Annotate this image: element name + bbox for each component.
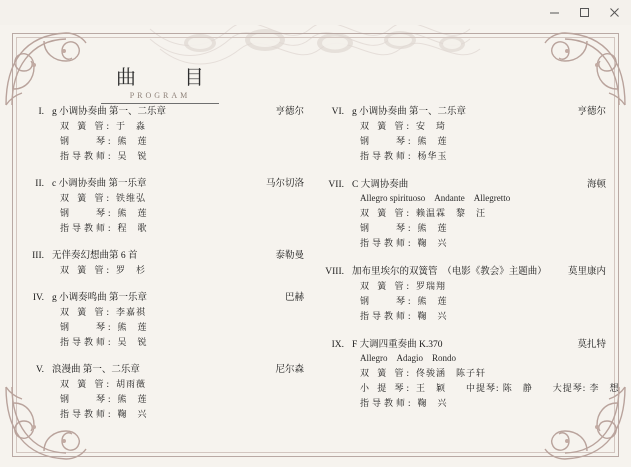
performer-row	[60, 221, 308, 236]
performer-names: 程 歌	[117, 223, 148, 233]
performer-names: 熊 莲	[117, 136, 148, 146]
performer-names: 熊 莲	[117, 208, 148, 218]
entry-number: I.	[38, 107, 44, 117]
entry-title: 浪漫曲 第一、二乐章	[52, 365, 140, 375]
performer-role: 指导教师:	[60, 151, 114, 161]
performer-role: 双 簧 管:	[60, 265, 113, 275]
entry-performers	[60, 305, 308, 350]
performer-row	[360, 134, 610, 149]
performer-row	[60, 134, 308, 149]
entry-number: IV.	[32, 293, 44, 303]
performer-names: 熊 莲	[417, 223, 448, 233]
performer-row	[360, 294, 610, 309]
entry-performers	[60, 377, 308, 422]
entry-composer: 莫扎特	[577, 340, 606, 350]
entry-composer: 亨德尔	[577, 107, 606, 117]
entry-title: g 小调协奏曲 第一、二乐章	[52, 107, 167, 117]
entry-number: IX.	[331, 340, 344, 350]
performer-names: 于 淼	[116, 121, 147, 131]
entry-title: F 大调四重奏曲 K.370	[352, 340, 443, 350]
entry-performers	[360, 206, 610, 251]
performer-row	[60, 320, 308, 335]
entry-movements: Allegro Adagio Rondo	[360, 353, 456, 363]
entry-composer: 莫里康内	[567, 267, 606, 277]
performer-row	[60, 149, 308, 164]
entry-composer: 马尔切洛	[265, 179, 304, 189]
entry-composer: 泰勒曼	[275, 251, 304, 261]
entry-title: g 小调奏鸣曲 第一乐章	[52, 293, 148, 303]
entry-number: V.	[35, 365, 44, 375]
page-title: 曲 目	[116, 65, 218, 89]
entry-performers	[360, 279, 610, 324]
performer-names: 安 琦	[416, 121, 447, 131]
performer-row	[360, 396, 610, 411]
performer-row	[60, 392, 308, 407]
entry-number: II.	[35, 179, 44, 189]
performer-row	[360, 149, 610, 164]
performer-row	[360, 381, 620, 396]
performer-role: 双 簧 管:	[360, 368, 413, 378]
performer-row	[60, 206, 308, 221]
performer-role: 小 提 琴:	[360, 383, 413, 393]
performer-role: 双 簧 管:	[360, 281, 413, 291]
performer-row	[360, 236, 610, 251]
performer-names: 熊 莲	[417, 296, 448, 306]
performer-names: 胡雨薇	[116, 379, 147, 389]
entry-composer: 亨德尔	[275, 107, 304, 117]
entry-movements: Allegro spirituoso Andante Allegretto	[360, 193, 511, 203]
program-entry	[322, 103, 610, 164]
program-entry	[322, 263, 610, 324]
performer-row	[360, 309, 610, 324]
entry-title: c 小调协奏曲 第一乐章	[52, 179, 147, 189]
entry-title: 无伴奏幻想曲第 6 首	[52, 251, 138, 261]
entry-number: VII.	[328, 180, 344, 190]
performer-role: 双 簧 管:	[60, 193, 113, 203]
performer-row	[60, 305, 308, 320]
performer-row	[360, 221, 610, 236]
performer-role: 钢 琴:	[60, 208, 114, 218]
program-entry	[22, 361, 308, 422]
entry-number: VIII.	[325, 267, 344, 277]
entry-number: VI.	[331, 107, 344, 117]
performer-row	[60, 119, 308, 134]
performer-names: 吴 锐	[117, 337, 148, 347]
performer-names: 鞠 兴	[417, 311, 448, 321]
entry-performers	[60, 191, 308, 236]
performer-role: 双 簧 管:	[60, 379, 113, 389]
entry-performers	[60, 263, 308, 278]
program-column-left	[22, 103, 316, 433]
performer-row	[60, 335, 308, 350]
performer-role: 指导教师:	[360, 311, 414, 321]
performer-role: 钢 琴:	[360, 223, 414, 233]
page-title-block	[0, 61, 320, 104]
performer-role: 钢 琴:	[360, 296, 414, 306]
performer-row	[360, 119, 610, 134]
performer-role: 钢 琴:	[60, 322, 114, 332]
performer-names: 罗瑞翔	[416, 281, 447, 291]
performer-role: 双 簧 管:	[60, 307, 113, 317]
program-page	[0, 25, 631, 467]
close-button[interactable]	[599, 1, 629, 25]
performer-row	[60, 407, 308, 422]
performer-row	[360, 279, 610, 294]
entry-title: g 小调协奏曲 第一、二乐章	[352, 107, 467, 117]
entry-composer: 巴赫	[284, 293, 304, 303]
performer-names: 佟骏涵 陈子轩	[416, 368, 487, 378]
program-entry	[22, 289, 308, 350]
performer-role: 双 簧 管:	[360, 208, 413, 218]
performer-names: 王 颖 中提琴: 陈 静 大提琴: 李 想	[416, 383, 620, 393]
performer-role: 双 簧 管:	[60, 121, 113, 131]
program-entry	[22, 247, 308, 278]
performer-row	[60, 191, 308, 206]
performer-role: 指导教师:	[360, 238, 414, 248]
performer-names: 鞠 兴	[417, 238, 448, 248]
performer-names: 熊 莲	[117, 322, 148, 332]
performer-names: 吴 锐	[117, 151, 148, 161]
program-column-right	[316, 103, 620, 433]
performer-role: 指导教师:	[60, 409, 114, 419]
entry-performers	[60, 119, 308, 164]
performer-names: 罗 杉	[116, 265, 147, 275]
performer-row	[360, 206, 610, 221]
entry-composer: 海顿	[586, 180, 606, 190]
entry-performers	[360, 119, 610, 164]
performer-names: 鞠 兴	[117, 409, 148, 419]
performer-role: 钢 琴:	[360, 136, 414, 146]
performer-row	[60, 263, 308, 278]
performer-names: 熊 莲	[417, 136, 448, 146]
program-entry	[22, 103, 308, 164]
performer-role: 指导教师:	[360, 151, 414, 161]
entry-title: C 大调协奏曲	[352, 180, 409, 190]
performer-role: 双 簧 管:	[360, 121, 413, 131]
performer-row	[60, 377, 308, 392]
entry-title: 加布里埃尔的双簧管 （电影《教会》主题曲）	[352, 267, 547, 277]
performer-names: 铁维弘	[116, 193, 147, 203]
entry-performers	[360, 366, 620, 411]
performer-names: 李嘉祺	[116, 307, 147, 317]
performer-role: 指导教师:	[60, 223, 114, 233]
performer-row	[360, 366, 610, 381]
window-titlebar	[0, 0, 631, 25]
maximize-button[interactable]	[569, 1, 599, 25]
performer-names: 鞠 兴	[417, 398, 448, 408]
performer-role: 钢 琴:	[60, 394, 114, 404]
performer-names: 杨华玉	[417, 151, 448, 161]
program-columns	[22, 103, 620, 433]
minimize-button[interactable]	[539, 1, 569, 25]
performer-role: 钢 琴:	[60, 136, 114, 146]
page-subtitle: PROGRAM	[129, 91, 191, 100]
performer-names: 赖温霖 黎 汪	[416, 208, 487, 218]
entry-number: III.	[32, 251, 44, 261]
program-entry	[322, 176, 610, 251]
program-entry	[22, 175, 308, 236]
program-entry	[322, 336, 620, 411]
performer-role: 指导教师:	[60, 337, 114, 347]
performer-role: 指导教师:	[360, 398, 414, 408]
entry-composer: 尼尔森	[275, 365, 304, 375]
performer-names: 熊 莲	[117, 394, 148, 404]
